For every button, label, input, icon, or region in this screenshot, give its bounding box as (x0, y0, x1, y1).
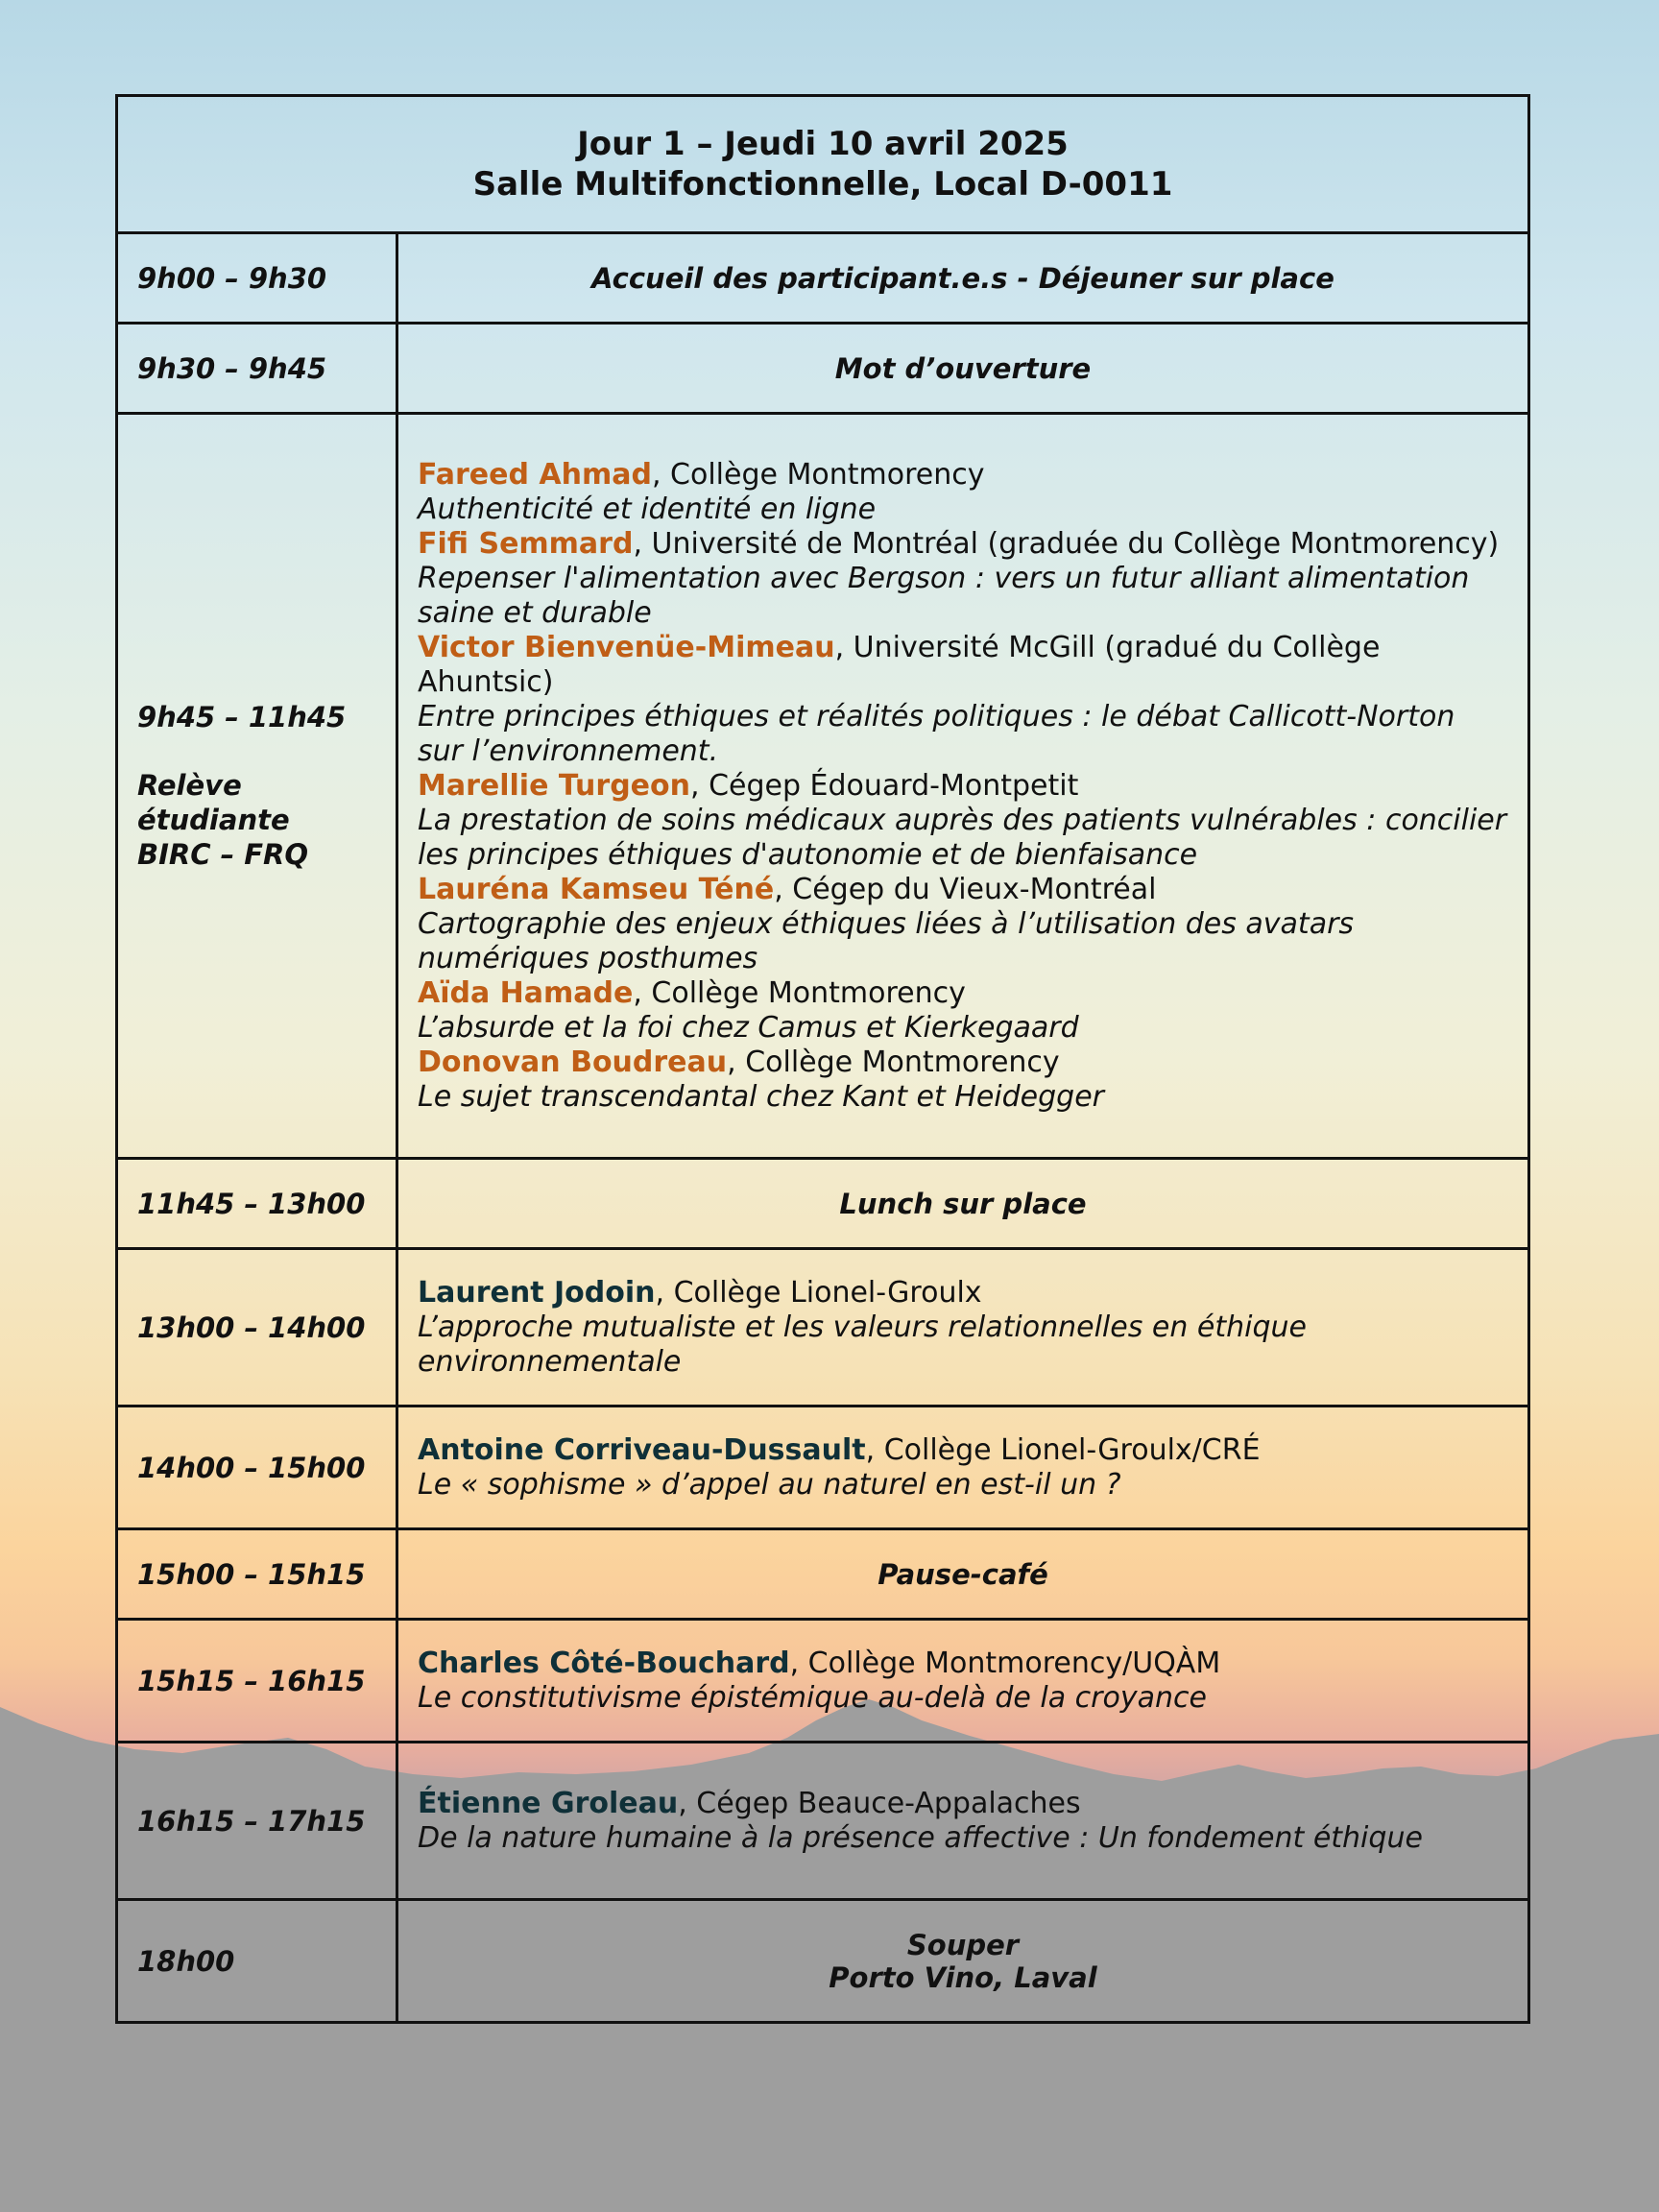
talk-speaker (418, 527, 1508, 562)
speaker-affiliation: , Université de Montréal (graduée du Collège Montmorency) (633, 526, 1500, 561)
speaker-name: Victor Bienvenüe-Mimeau (418, 630, 835, 664)
time-cell: 14h00 – 15h00 (117, 1407, 397, 1529)
dinner-title: Souper (906, 1928, 1020, 1961)
talks-cell (397, 1249, 1529, 1407)
speaker-name: Aïda Hamade (418, 975, 634, 1010)
speaker-name: Lauréna Kamseu Téné (418, 872, 775, 906)
talks-cell (397, 1620, 1529, 1743)
talk-title: Entre principes éthiques et réalités politiques : le débat Callicott-Norton sur l’environnement. (418, 699, 1455, 768)
time-cell (117, 414, 397, 1159)
schedule-header-row (117, 96, 1529, 233)
speaker-name: Marellie Turgeon (418, 768, 690, 803)
speaker-name: Fifi Semmard (418, 526, 634, 561)
time-cell: 18h00 (117, 1900, 397, 2023)
talks-cell (397, 1743, 1529, 1900)
talk-title: De la nature humaine à la présence affective : Un fondement éthique (418, 1820, 1423, 1855)
talk-speaker (418, 1647, 1508, 1681)
session-title: Pause-café (397, 1529, 1529, 1620)
talk-title: Authenticité et identité en ligne (418, 492, 877, 526)
talk-title: Le sujet transcendantal chez Kant et Heidegger (418, 1079, 1105, 1114)
talk-speaker (418, 458, 1508, 493)
table-row (117, 414, 1529, 1159)
speaker-name: Antoine Corriveau-Dussault (418, 1432, 866, 1467)
talk-title: Le « sophisme » d’appel au naturel en est-il un ? (418, 1467, 1121, 1502)
day-title: Jour 1 – Jeudi 10 avril 2025 (577, 125, 1069, 163)
session-title (397, 1900, 1529, 2023)
talk-title: L’absurde et la foi chez Camus et Kierkegaard (418, 1010, 1079, 1045)
time-cell: 11h45 – 13h00 (117, 1159, 397, 1249)
table-row (117, 1159, 1529, 1249)
talk-title: Repenser l'alimentation avec Bergson : vers un futur alliant alimentation saine et durable (418, 561, 1470, 630)
table-row (117, 1620, 1529, 1743)
talk-title: Le constitutivisme épistémique au-delà de la croyance (418, 1680, 1207, 1715)
table-row (117, 233, 1529, 324)
talk-title: La prestation de soins médicaux auprès des patients vulnérables : concilier les principes éthiques d'autonomie et de bienfaisance (418, 803, 1507, 872)
speaker-name: Étienne Groleau (418, 1786, 679, 1820)
talk-speaker (418, 1276, 1508, 1310)
dinner-location: Porto Vino, Laval (829, 1960, 1097, 1994)
time-range: 9h45 – 11h45 (137, 700, 347, 733)
talk-speaker (418, 631, 1508, 700)
table-row (117, 1249, 1529, 1407)
session-subtitle: Relève étudiante BIRC – FRQ (137, 768, 308, 871)
schedule-table (115, 94, 1530, 2024)
talk-speaker (418, 1046, 1508, 1080)
talks-cell (397, 414, 1529, 1159)
session-title: Mot d’ouverture (397, 324, 1529, 414)
time-cell: 13h00 – 14h00 (117, 1249, 397, 1407)
speaker-affiliation: , Collège Lionel-Groulx/CRÉ (865, 1432, 1261, 1467)
speaker-name: Fareed Ahmad (418, 457, 652, 492)
talk-title: Cartographie des enjeux éthiques liées à l’utilisation des avatars numériques posthumes (418, 906, 1355, 975)
speaker-name: Laurent Jodoin (418, 1275, 656, 1310)
table-row (117, 1900, 1529, 2023)
speaker-affiliation: , Collège Montmorency (651, 457, 985, 492)
schedule-sheet (115, 94, 1530, 2024)
session-title: Lunch sur place (397, 1159, 1529, 1249)
time-cell: 15h15 – 16h15 (117, 1620, 397, 1743)
table-row (117, 324, 1529, 414)
schedule-header (117, 96, 1529, 233)
talk-speaker (418, 769, 1508, 804)
speaker-affiliation: , Cégep Beauce-Appalaches (678, 1786, 1081, 1820)
talks-cell (397, 1407, 1529, 1529)
time-cell: 9h00 – 9h30 (117, 233, 397, 324)
speaker-affiliation: , Collège Montmorency (727, 1045, 1060, 1079)
session-title: Accueil des participant.e.s - Déjeuner sur place (397, 233, 1529, 324)
speaker-affiliation: , Cégep Édouard-Montpetit (690, 768, 1079, 803)
table-row (117, 1743, 1529, 1900)
speaker-name: Charles Côté-Bouchard (418, 1646, 790, 1680)
table-row (117, 1529, 1529, 1620)
time-cell: 16h15 – 17h15 (117, 1743, 397, 1900)
talk-speaker (418, 976, 1508, 1011)
speaker-affiliation: , Université McGill (gradué du Collège Ahuntsic) (418, 630, 1381, 699)
table-row (117, 1407, 1529, 1529)
talk-speaker (418, 1787, 1508, 1821)
talk-speaker (418, 873, 1508, 907)
speaker-affiliation: , Collège Montmorency (633, 975, 966, 1010)
speaker-affiliation: , Cégep du Vieux-Montréal (774, 872, 1157, 906)
talk-title: L’approche mutualiste et les valeurs relationnelles en éthique environnementale (418, 1310, 1307, 1379)
speaker-affiliation: , Collège Montmorency/UQÀM (789, 1646, 1221, 1680)
room-title: Salle Multifonctionnelle, Local D-0011 (472, 165, 1173, 204)
speaker-name: Donovan Boudreau (418, 1045, 728, 1079)
speaker-affiliation: , Collège Lionel-Groulx (655, 1275, 982, 1310)
time-cell: 15h00 – 15h15 (117, 1529, 397, 1620)
talk-speaker (418, 1433, 1508, 1468)
time-cell: 9h30 – 9h45 (117, 324, 397, 414)
